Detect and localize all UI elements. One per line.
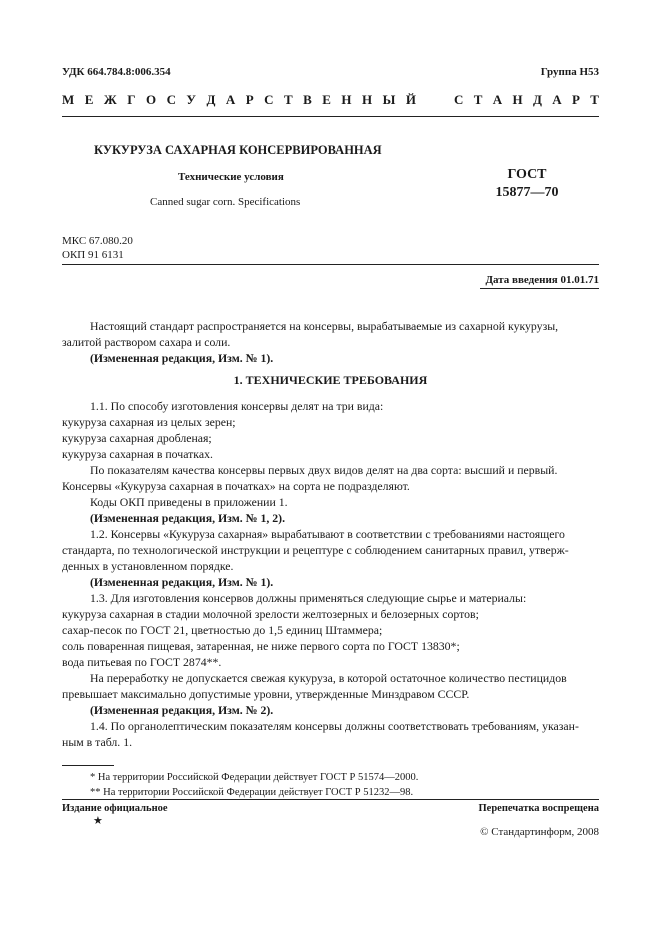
group-code: Группа Н53 (540, 66, 599, 78)
banner-letter: Ж (103, 92, 117, 107)
udk-code: УДК 664.784.8:006.354 (62, 66, 171, 78)
banner-letter: О (145, 92, 157, 107)
clause-1-3-item-c: соль поваренная пищевая, затаренная, не ниже первого сорта по ГОСТ 13830*; (62, 639, 460, 653)
banner-letter: А (492, 92, 503, 107)
gost-block (492, 166, 562, 202)
banner-letter: Р (245, 92, 254, 107)
clause-1-4-line-2: ным в табл. 1. (62, 735, 133, 749)
clause-1-1-okp: Коды ОКП приведены в приложении 1. (90, 495, 288, 509)
banner-letter: Т (590, 92, 599, 107)
revision-note-4: (Измененная редакция, Изм. № 2). (90, 703, 274, 717)
english-title: Canned sugar corn. Specifications (150, 196, 301, 208)
banner-letter: У (186, 92, 196, 107)
clause-1-1-grades-2: Консервы «Кукуруза сахарная в початках» на сорта не подразделяют. (62, 479, 410, 493)
banner-letter: Т (284, 92, 293, 107)
introduction-date-value: 01.01.71 (560, 274, 599, 286)
clause-1-1-item-a: кукуруза сахарная из целых зерен; (62, 415, 236, 429)
clause-1-3-item-d: вода питьевая по ГОСТ 2874**. (62, 655, 222, 669)
banner-word-interstate (62, 92, 416, 108)
banner-letter: С (166, 92, 176, 107)
footer-rule (62, 799, 599, 800)
clause-1-1-item-b: кукуруза сахарная дробленая; (62, 431, 212, 445)
clause-1-2-line-1: 1.2. Консервы «Кукуруза сахарная» вырабатывают в соответствии с требованиями настоящего (90, 527, 565, 541)
official-edition: Издание официальное (62, 803, 168, 814)
banner-letter: Д (532, 92, 542, 107)
banner-letter: С (454, 92, 464, 107)
clause-1-3-pesticides-1: На переработку не допускается свежая кукуруза, в которой остаточное количество пестицидов (90, 671, 567, 685)
document-title: КУКУРУЗА САХАРНАЯ КОНСЕРВИРОВАННАЯ (94, 143, 382, 157)
document-subtitle: Технические условия (178, 171, 284, 183)
clause-1-3-item-a: кукуруза сахарная в стадии молочной зрелости желтозерных и белозерных сортов; (62, 607, 479, 621)
date-underline (480, 288, 599, 289)
clause-1-3: 1.3. Для изготовления консервов должны применяться следующие сырье и материалы: (90, 591, 527, 605)
clause-1-2-line-3: денных в установленном порядке. (62, 559, 234, 573)
banner-rule (62, 116, 599, 117)
clause-1-3-pesticides-2: превышает максимально допустимые уровни, утвержденные Минздравом СССР. (62, 687, 470, 701)
banner-letter: Е (322, 92, 331, 107)
clause-1-1-item-c: кукуруза сахарная в початках. (62, 447, 213, 461)
star-mark: ★ (93, 815, 103, 827)
banner-letter: М (62, 92, 75, 107)
copyright: © Стандартинформ, 2008 (480, 826, 599, 838)
section-heading: 1. ТЕХНИЧЕСКИЕ ТРЕБОВАНИЯ (233, 373, 428, 387)
footnote-2: ** На территории Российской Федерации действует ГОСТ Р 51232—98. (90, 787, 414, 798)
clause-1-1-grades-1: По показателям качества консервы первых двух видов делят на два сорта: высший и первый. (90, 463, 558, 477)
banner-letter: Н (362, 92, 373, 107)
intro-block (62, 318, 599, 366)
standard-banner (62, 92, 599, 108)
banner-letter: Н (512, 92, 523, 107)
intro-line-1: Настоящий стандарт распространяется на консервы, вырабатываемые из сахарной кукурузы, (90, 319, 559, 333)
mks-code: МКС 67.080.20 (62, 235, 133, 247)
footnote-rule (62, 765, 114, 766)
banner-letter: Ы (382, 92, 396, 107)
clause-1-4-line-1: 1.4. По органолептическим показателям консервы должны соответствовать требованиям, указан- (90, 719, 579, 733)
revision-note-1: (Измененная редакция, Изм. № 1). (90, 351, 274, 365)
revision-note-2: (Измененная редакция, Изм. № 1, 2). (90, 511, 286, 525)
revision-note-3: (Измененная редакция, Изм. № 1). (90, 575, 274, 589)
introduction-date (485, 274, 599, 286)
banner-letter: Р (571, 92, 580, 107)
banner-letter: С (264, 92, 274, 107)
banner-letter: Е (84, 92, 94, 107)
gost-label: ГОСТ (507, 167, 547, 182)
banner-word-standard (454, 92, 599, 108)
footnote-1: * На территории Российской Федерации действует ГОСТ Р 51574—2000. (90, 772, 419, 783)
clause-1-2-line-2: стандарта, по технологической инструкции и рецептуре с соблюдением санитарных правил, утверж- (62, 543, 569, 557)
gost-number: 15877—70 (495, 185, 559, 200)
footnotes (90, 770, 418, 800)
banner-letter: Й (405, 92, 416, 107)
intro-line-2: залитой раствором сахара и соли. (62, 335, 231, 349)
banner-letter: В (303, 92, 312, 107)
banner-letter: Г (127, 92, 136, 107)
banner-letter: Д (206, 92, 216, 107)
okp-code: ОКП 91 6131 (62, 249, 124, 261)
banner-letter: А (552, 92, 562, 107)
banner-letter: Т (473, 92, 483, 107)
introduction-date-label: Дата введения (485, 274, 558, 286)
classification-codes (62, 234, 133, 262)
codes-rule (62, 264, 599, 265)
reprint-prohibited: Перепечатка воспрещена (478, 803, 599, 814)
clause-1-3-item-b: сахар-песок по ГОСТ 21, цветностью до 1,5 единиц Штаммера; (62, 623, 383, 637)
section-body (62, 398, 599, 750)
banner-letter: А (225, 92, 236, 107)
banner-letter: Н (341, 92, 352, 107)
clause-1-1: 1.1. По способу изготовления консервы делят на три вида: (90, 399, 384, 413)
